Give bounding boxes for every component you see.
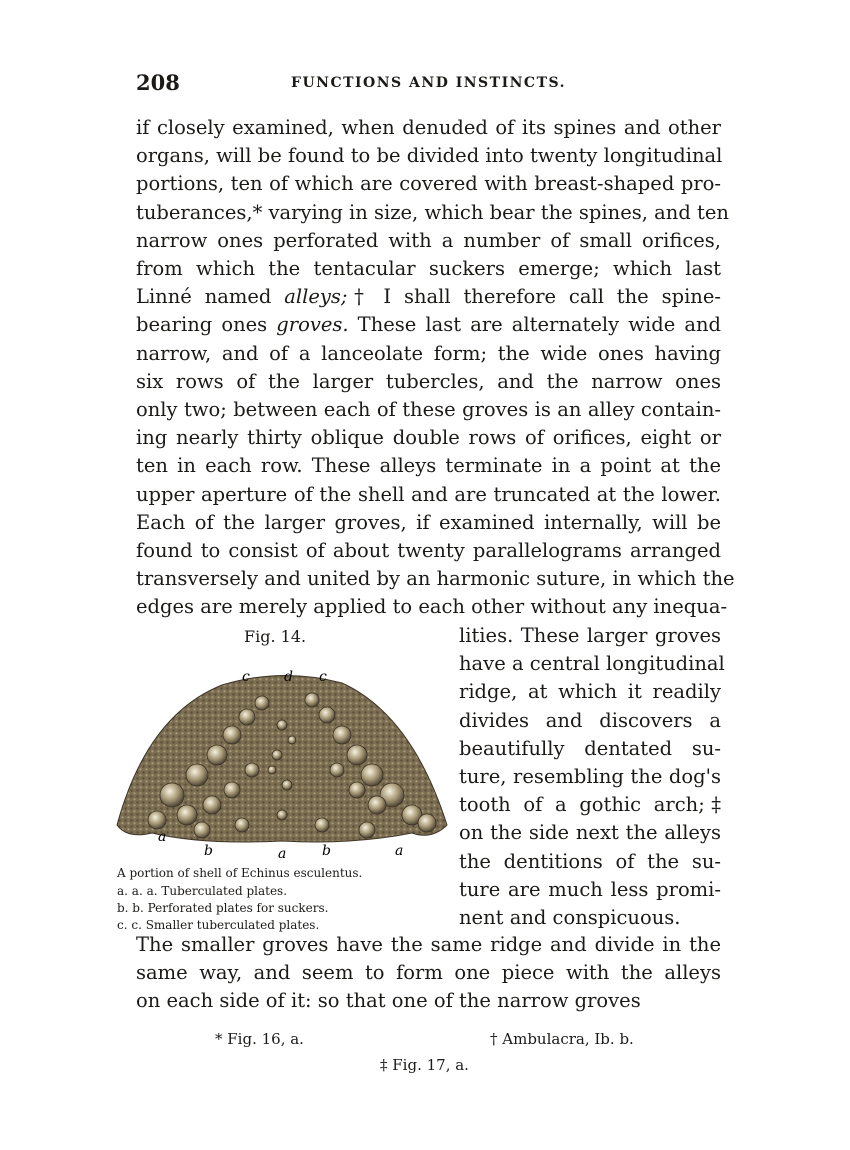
- tubercle: [272, 750, 282, 760]
- text-line: ten in each row. These alleys terminate in a point at the: [136, 454, 721, 478]
- figure-14: [112, 625, 452, 935]
- figure-letter-a-middle: a: [278, 846, 287, 862]
- tubercle: [268, 766, 276, 774]
- figure-caption-a: a. a. a. Tuberculated plates.: [117, 884, 288, 898]
- text-line: found to consist of about twenty parallelograms arranged: [136, 539, 721, 562]
- text-line: on each side of it: so that one of the narrow groves: [136, 989, 641, 1013]
- text-line: ridge, at which it readily: [459, 680, 721, 704]
- tubercle: [224, 782, 240, 798]
- tubercle: [349, 782, 365, 798]
- tubercle: [207, 745, 227, 765]
- text-line: nent and conspicuous.: [459, 906, 681, 929]
- figure-letter-d: d: [284, 669, 293, 685]
- figure-letter-c-left: c: [242, 669, 250, 685]
- tubercle: [245, 763, 259, 777]
- text-line: from which the tentacular suckers emerge; which last: [136, 257, 721, 280]
- tubercle: [255, 696, 269, 710]
- text-line: upper aperture of the shell and are truncated at the lower.: [136, 482, 721, 506]
- figure-caption-title: A portion of shell of Echinus esculentus.: [117, 866, 363, 880]
- tubercle: [359, 822, 375, 838]
- text-line: same way, and seem to form one piece with the alleys: [136, 961, 721, 985]
- text-line: ture, resembling the dog's: [459, 765, 721, 788]
- text-line: The smaller groves have the same ridge and divide in the: [136, 933, 721, 956]
- tubercle: [186, 764, 208, 786]
- footnote-3: ‡ Fig. 17, a.: [380, 1056, 469, 1074]
- tubercle: [315, 818, 329, 832]
- tubercle: [330, 763, 344, 777]
- page-header: [136, 70, 721, 94]
- text-line: lities. These larger groves: [459, 624, 721, 647]
- text-line: edges are merely applied to each other without any inequa-: [136, 595, 728, 619]
- text-line: organs, will be found to be divided into twenty longitudinal: [136, 144, 723, 168]
- tubercle: [305, 693, 319, 707]
- tubercle: [282, 780, 292, 790]
- text-line: tuberances,* varying in size, which bear the spines, and ten: [136, 200, 729, 224]
- echinus-shell-illustration: [112, 645, 452, 875]
- footnote-1: * Fig. 16, a.: [215, 1030, 304, 1048]
- tubercle: [418, 814, 436, 832]
- text-line: transversely and united by an harmonic suture, in which the: [136, 567, 735, 591]
- text-line: ture are much less promi-: [459, 877, 721, 901]
- tubercle: [177, 805, 197, 825]
- figure-letter-a-left: a: [158, 829, 167, 845]
- footnote-2: † Ambulacra, Ib. b.: [490, 1030, 634, 1048]
- tubercle: [223, 726, 241, 744]
- figure-caption-b: b. b. Perforated plates for suckers.: [117, 901, 329, 915]
- text-line: ing nearly thirty oblique double rows of orifices, eight or: [136, 426, 721, 450]
- text-line: if closely examined, when denuded of its spines and other: [136, 116, 721, 139]
- figure-letter-c-right: c: [319, 669, 327, 685]
- figure-letter-b-right: b: [322, 843, 331, 859]
- text-line: have a central longitudinal: [459, 652, 725, 676]
- text-line: the dentitions of the su-: [459, 849, 721, 873]
- text-line: bearing ones groves. These last are alternately wide and: [136, 313, 721, 337]
- tubercle: [319, 707, 335, 723]
- text-line: only two; between each of these groves is an alley contain-: [136, 398, 721, 421]
- tubercle: [347, 745, 367, 765]
- tubercle: [203, 796, 221, 814]
- text-line: beautifully dentated su-: [459, 736, 721, 760]
- text-line: narrow ones perforated with a number of small orifices,: [136, 228, 721, 252]
- tubercle: [361, 764, 383, 786]
- tubercle: [148, 811, 166, 829]
- tubercle: [277, 720, 287, 730]
- tubercle: [160, 783, 184, 807]
- tubercle: [288, 736, 296, 744]
- text-line: narrow, and of a lanceolate form; the wide ones having: [136, 341, 721, 365]
- page-number: 208: [136, 70, 180, 95]
- tubercle: [277, 810, 287, 820]
- text-line: tooth of a gothic arch;‡: [459, 793, 721, 817]
- text-line: divides and discovers a: [459, 708, 721, 732]
- figure-caption-c: c. c. Smaller tuberculated plates.: [117, 918, 320, 932]
- text-line: Linné named alleys;† I shall therefore call the spine-: [136, 285, 721, 309]
- text-line: on the side next the alleys: [459, 821, 721, 845]
- tubercle: [239, 709, 255, 725]
- figure-letter-a-right: a: [395, 843, 404, 859]
- figure-label: Fig. 14.: [244, 627, 307, 646]
- text-line: Each of the larger groves, if examined internally, will be: [136, 510, 721, 534]
- tubercle: [333, 726, 351, 744]
- text-line: six rows of the larger tubercles, and the narrow ones: [136, 369, 721, 393]
- running-head: FUNCTIONS AND INSTINCTS.: [291, 75, 566, 91]
- tubercle: [368, 796, 386, 814]
- tubercle: [194, 822, 210, 838]
- figure-letter-b-left: b: [204, 843, 213, 859]
- tubercle: [235, 818, 249, 832]
- text-line: portions, ten of which are covered with breast-shaped pro-: [136, 172, 721, 196]
